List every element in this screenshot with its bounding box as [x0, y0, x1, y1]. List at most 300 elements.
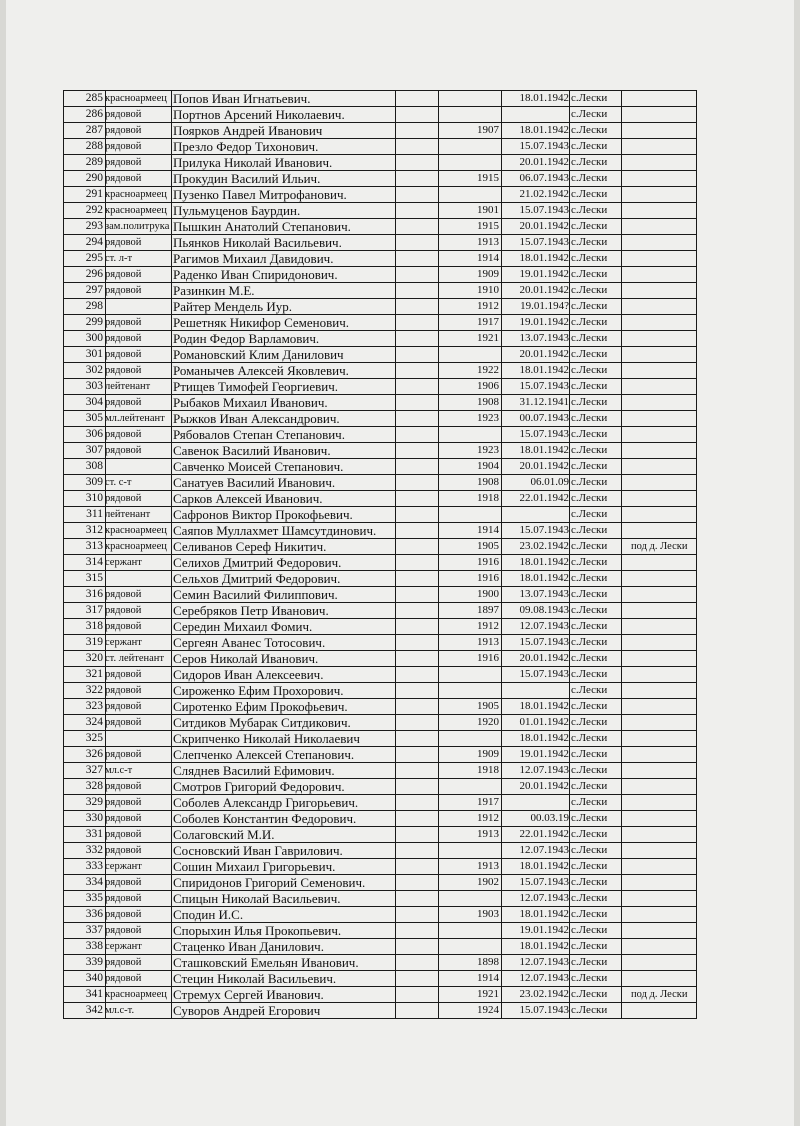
table-row	[63, 234, 697, 250]
record-burial-place: с.Лески	[571, 268, 608, 280]
record-name: Сиротенко Ефим Прокофьевич.	[173, 699, 348, 714]
record-note	[631, 570, 697, 586]
record-birth-year: 1913	[477, 828, 499, 840]
table-row	[63, 970, 697, 986]
record-number: 304	[85, 396, 103, 408]
record-number: 332	[85, 844, 103, 856]
record-burial-place: с.Лески	[571, 780, 608, 792]
record-number: 307	[85, 444, 103, 456]
record-burial-place: с.Лески	[571, 588, 608, 600]
table-row	[63, 474, 697, 490]
record-name: Семин Василий Филиппович.	[173, 587, 338, 602]
record-burial-place: с.Лески	[571, 92, 608, 104]
record-birth-year	[443, 138, 499, 154]
record-name: Ртищев Тимофей Георгиевич.	[173, 379, 338, 394]
record-name: Рябовалов Степан Степанович.	[173, 427, 345, 442]
row-rule	[63, 1018, 697, 1019]
record-rank: рядовой	[105, 781, 142, 792]
record-death-date	[501, 506, 569, 522]
record-number: 327	[85, 764, 103, 776]
record-birth-year: 1905	[477, 700, 499, 712]
record-rank: рядовой	[105, 685, 142, 696]
record-death-date: 18.01.1942	[519, 732, 569, 744]
record-rank: рядовой	[105, 589, 142, 600]
record-death-date: 19.01.1942	[519, 268, 569, 280]
record-burial-place: с.Лески	[571, 796, 608, 808]
record-name: Солаговский М.И.	[173, 827, 275, 842]
record-rank: красноармеец	[105, 525, 167, 536]
record-death-date: 15.07.1943	[519, 428, 569, 440]
record-death-date: 06.07.1943	[519, 172, 569, 184]
record-rank: рядовой	[105, 141, 142, 152]
record-note	[631, 554, 697, 570]
record-name: Родин Федор Варламович.	[173, 331, 320, 346]
table-row	[63, 378, 697, 394]
record-burial-place: с.Лески	[571, 732, 608, 744]
record-note	[631, 474, 697, 490]
record-number: 334	[85, 876, 103, 888]
record-name: Серов Николай Иванович.	[173, 651, 319, 666]
record-note	[631, 186, 697, 202]
record-note	[631, 90, 697, 106]
record-birth-year: 1907	[477, 124, 499, 136]
record-burial-place: с.Лески	[571, 892, 608, 904]
record-rank: зам.политрука	[105, 221, 170, 232]
record-name: Смотров Григорий Федорович.	[173, 779, 345, 794]
record-rank: рядовой	[105, 877, 142, 888]
record-name: Раденко Иван Спиридонович.	[173, 267, 338, 282]
record-note	[631, 778, 697, 794]
table-row	[63, 922, 697, 938]
record-rank: ст. с-т	[105, 477, 132, 488]
record-name: Сельхов Дмитрий Федорович.	[173, 571, 341, 586]
record-death-date	[501, 794, 569, 810]
record-number: 299	[85, 316, 103, 328]
record-burial-place: с.Лески	[571, 908, 608, 920]
record-name: Пульмуценов Баурдин.	[173, 203, 301, 218]
record-birth-year: 1897	[477, 604, 499, 616]
record-burial-place: с.Лески	[571, 988, 608, 1000]
record-birth-year: 1904	[477, 460, 499, 472]
record-name: Презло Федор Тихонович.	[173, 139, 319, 154]
record-death-date: 15.07.1943	[519, 204, 569, 216]
table-row	[63, 186, 697, 202]
table-row	[63, 506, 697, 522]
record-burial-place: с.Лески	[571, 812, 608, 824]
record-note	[631, 490, 697, 506]
record-death-date: 12.07.1943	[519, 764, 569, 776]
record-birth-year	[443, 842, 499, 858]
record-note	[631, 602, 697, 618]
record-birth-year: 1918	[477, 764, 499, 776]
record-birth-year: 1923	[477, 444, 499, 456]
record-number: 310	[85, 492, 103, 504]
record-note	[631, 378, 697, 394]
record-name: Романовский Клим Данилович	[173, 347, 344, 362]
record-number: 286	[85, 108, 103, 120]
record-birth-year	[443, 890, 499, 906]
record-number: 338	[85, 940, 103, 952]
record-burial-place: с.Лески	[571, 204, 608, 216]
record-note	[631, 314, 697, 330]
record-birth-year	[443, 922, 499, 938]
record-name: Санатуев Василий Иванович.	[173, 475, 336, 490]
record-note	[631, 746, 697, 762]
record-rank: красноармеец	[105, 989, 167, 1000]
record-rank: рядовой	[105, 445, 142, 456]
record-birth-year: 1912	[477, 620, 499, 632]
record-burial-place: с.Лески	[571, 684, 608, 696]
record-number: 316	[85, 588, 103, 600]
table-row	[63, 458, 697, 474]
record-burial-place: с.Лески	[571, 364, 608, 376]
record-note	[631, 730, 697, 746]
record-burial-place: с.Лески	[571, 604, 608, 616]
record-name: Сафронов Виктор Прокофьевич.	[173, 507, 353, 522]
record-death-date: 19.01.194?	[520, 300, 569, 312]
record-number: 305	[85, 412, 103, 424]
record-rank: рядовой	[105, 701, 142, 712]
record-note	[631, 954, 697, 970]
record-death-date: 12.07.1943	[519, 972, 569, 984]
record-rank: рядовой	[105, 237, 142, 248]
record-burial-place: с.Лески	[571, 172, 608, 184]
record-burial-place: с.Лески	[571, 492, 608, 504]
record-rank: мл.с-т	[105, 765, 133, 776]
record-birth-year: 1912	[477, 812, 499, 824]
record-birth-year: 1924	[477, 1004, 499, 1016]
record-name: Стаценко Иван Данилович.	[173, 939, 324, 954]
record-death-date: 23.02.1942	[519, 540, 569, 552]
table-row	[63, 346, 697, 362]
record-rank: рядовой	[105, 909, 142, 920]
record-number: 301	[85, 348, 103, 360]
record-name: Поярков Андрей Иванович	[173, 123, 323, 138]
record-rank: рядовой	[105, 173, 142, 184]
record-burial-place: с.Лески	[571, 748, 608, 760]
record-note	[631, 506, 697, 522]
record-note	[631, 426, 697, 442]
record-birth-year	[443, 938, 499, 954]
table-row	[63, 698, 697, 714]
record-rank: красноармеец	[105, 205, 167, 216]
table-row	[63, 362, 697, 378]
table-row	[63, 794, 697, 810]
table-row	[63, 858, 697, 874]
record-number: 329	[85, 796, 103, 808]
record-birth-year: 1901	[477, 204, 499, 216]
record-name: Пышкин Анатолий Степанович.	[173, 219, 351, 234]
page-left-edge	[0, 0, 6, 1126]
record-note	[631, 618, 697, 634]
record-name: Рыжков Иван Александрович.	[173, 411, 340, 426]
table-row	[63, 778, 697, 794]
record-note	[631, 938, 697, 954]
table-row	[63, 826, 697, 842]
record-number: 318	[85, 620, 103, 632]
record-number: 328	[85, 780, 103, 792]
record-number: 288	[85, 140, 103, 152]
record-death-date: 15.07.1943	[519, 236, 569, 248]
record-birth-year: 1918	[477, 492, 499, 504]
table-row	[63, 314, 697, 330]
record-birth-year: 1905	[477, 540, 499, 552]
record-death-date: 09.08.1943	[519, 604, 569, 616]
record-burial-place: с.Лески	[571, 972, 608, 984]
record-name: Решетняк Никифор Семенович.	[173, 315, 350, 330]
record-number: 298	[85, 300, 103, 312]
record-birth-year: 1915	[477, 172, 499, 184]
record-death-date: 00.07.1943	[519, 412, 569, 424]
record-name: Селихов Дмитрий Федорович.	[173, 555, 342, 570]
record-number: 292	[85, 204, 103, 216]
record-rank: рядовой	[105, 925, 142, 936]
record-number: 287	[85, 124, 103, 136]
record-rank: сержант	[105, 861, 142, 872]
record-burial-place: с.Лески	[571, 572, 608, 584]
table-row	[63, 762, 697, 778]
table-row	[63, 906, 697, 922]
record-name: Прокудин Василий Ильич.	[173, 171, 321, 186]
record-name: Сосновский Иван Гаврилович.	[173, 843, 343, 858]
record-burial-place: с.Лески	[571, 140, 608, 152]
record-name: Сидоров Иван Алексеевич.	[173, 667, 324, 682]
record-birth-year: 1898	[477, 956, 499, 968]
record-note	[631, 858, 697, 874]
record-note	[631, 714, 697, 730]
record-number: 294	[85, 236, 103, 248]
record-rank: лейтенант	[105, 381, 151, 392]
record-burial-place: с.Лески	[571, 188, 608, 200]
record-birth-year: 1916	[477, 652, 499, 664]
record-number: 322	[85, 684, 103, 696]
record-burial-place: с.Лески	[571, 252, 608, 264]
record-number: 326	[85, 748, 103, 760]
record-death-date: 12.07.1943	[519, 620, 569, 632]
record-note	[631, 218, 697, 234]
table-row	[63, 266, 697, 282]
record-birth-year: 1917	[477, 316, 499, 328]
record-birth-year: 1913	[477, 236, 499, 248]
record-death-date: 18.01.1942	[519, 940, 569, 952]
record-birth-year: 1912	[477, 300, 499, 312]
record-note	[631, 890, 697, 906]
record-number: 331	[85, 828, 103, 840]
record-number: 308	[85, 460, 103, 472]
record-rank: рядовой	[105, 333, 142, 344]
record-note	[631, 250, 697, 266]
record-rank: сержант	[105, 941, 142, 952]
record-burial-place: с.Лески	[571, 508, 608, 520]
record-birth-year: 1900	[477, 588, 499, 600]
table-row	[63, 570, 697, 586]
table-row	[63, 250, 697, 266]
record-death-date: 18.01.1942	[519, 444, 569, 456]
record-number: 302	[85, 364, 103, 376]
record-burial-place: с.Лески	[571, 844, 608, 856]
record-note	[631, 282, 697, 298]
record-rank: ст. л-т	[105, 253, 133, 264]
record-death-date: 12.07.1943	[519, 892, 569, 904]
record-death-date: 06.01.09	[530, 476, 569, 488]
table-row	[63, 602, 697, 618]
table-row	[63, 810, 697, 826]
record-number: 300	[85, 332, 103, 344]
record-death-date: 18.01.1942	[519, 252, 569, 264]
record-death-date: 19.01.1942	[519, 748, 569, 760]
record-rank: лейтенант	[105, 509, 151, 520]
record-name: Середин Михаил Фомич.	[173, 619, 313, 634]
table-row	[63, 1002, 697, 1018]
record-number: 321	[85, 668, 103, 680]
record-birth-year	[443, 154, 499, 170]
record-number: 336	[85, 908, 103, 920]
record-name: Рагимов Михаил Давидович.	[173, 251, 334, 266]
record-burial-place: с.Лески	[571, 700, 608, 712]
record-number: 320	[85, 652, 103, 664]
record-note	[631, 634, 697, 650]
record-name: Разинкин М.Е.	[173, 283, 255, 298]
record-rank: рядовой	[105, 957, 142, 968]
record-death-date: 20.01.1942	[519, 156, 569, 168]
record-number: 340	[85, 972, 103, 984]
record-number: 325	[85, 732, 103, 744]
record-burial-place: с.Лески	[571, 124, 608, 136]
record-number: 312	[85, 524, 103, 536]
record-birth-year: 1909	[477, 748, 499, 760]
record-name: Спиридонов Григорий Семенович.	[173, 875, 366, 890]
record-burial-place: с.Лески	[571, 332, 608, 344]
record-burial-place: с.Лески	[571, 524, 608, 536]
table-row	[63, 842, 697, 858]
record-birth-year	[443, 90, 499, 106]
record-rank: рядовой	[105, 749, 142, 760]
table-row	[63, 122, 697, 138]
record-rank: рядовой	[105, 285, 142, 296]
record-number: 295	[85, 252, 103, 264]
record-birth-year: 1917	[477, 796, 499, 808]
record-birth-year	[443, 346, 499, 362]
record-rank: рядовой	[105, 845, 142, 856]
page-right-edge	[794, 0, 800, 1126]
record-burial-place: с.Лески	[571, 460, 608, 472]
record-death-date: 01.01.1942	[519, 716, 569, 728]
record-birth-year	[443, 106, 499, 122]
record-note	[631, 458, 697, 474]
table-row	[63, 170, 697, 186]
record-name: Сарков Алексей Иванович.	[173, 491, 323, 506]
record-rank: красноармеец	[105, 189, 167, 200]
record-death-date: 19.01.1942	[519, 924, 569, 936]
record-name: Ситдиков Мубарак Ситдикович.	[173, 715, 351, 730]
record-death-date: 22.01.1942	[519, 492, 569, 504]
record-note	[631, 842, 697, 858]
record-rank: мл.лейтенант	[105, 413, 165, 424]
record-rank: рядовой	[105, 429, 142, 440]
record-birth-year: 1908	[477, 476, 499, 488]
record-number: 309	[85, 476, 103, 488]
table-row	[63, 938, 697, 954]
record-rank: рядовой	[105, 493, 142, 504]
record-number: 289	[85, 156, 103, 168]
record-name: Соболев Александр Григорьевич.	[173, 795, 359, 810]
record-burial-place: с.Лески	[571, 668, 608, 680]
record-burial-place: с.Лески	[571, 540, 608, 552]
record-burial-place: с.Лески	[571, 316, 608, 328]
record-note	[631, 202, 697, 218]
table-row	[63, 714, 697, 730]
table-row	[63, 442, 697, 458]
record-burial-place: с.Лески	[571, 876, 608, 888]
record-rank: рядовой	[105, 157, 142, 168]
table-row	[63, 138, 697, 154]
record-note	[631, 138, 697, 154]
record-name: Савенок Василий Иванович.	[173, 443, 331, 458]
record-note	[631, 394, 697, 410]
record-death-date: 13.07.1943	[519, 332, 569, 344]
record-note	[631, 874, 697, 890]
record-note	[631, 698, 697, 714]
record-rank: рядовой	[105, 365, 142, 376]
record-death-date: 20.01.1942	[519, 220, 569, 232]
record-rank: рядовой	[105, 125, 142, 136]
record-birth-year: 1916	[477, 572, 499, 584]
record-note	[631, 794, 697, 810]
table-row	[63, 154, 697, 170]
record-death-date: 15.07.1943	[519, 524, 569, 536]
table-row	[63, 90, 697, 106]
record-number: 306	[85, 428, 103, 440]
record-name: Спорыхин Илья Прокопьевич.	[173, 923, 342, 938]
record-death-date: 15.07.1943	[519, 380, 569, 392]
record-death-date: 20.01.1942	[519, 284, 569, 296]
record-birth-year	[443, 778, 499, 794]
table-row	[63, 426, 697, 442]
table-row	[63, 106, 697, 122]
record-rank: рядовой	[105, 349, 142, 360]
record-death-date: 12.07.1943	[519, 956, 569, 968]
table-row	[63, 682, 697, 698]
record-rank: рядовой	[105, 893, 142, 904]
record-birth-year	[443, 426, 499, 442]
record-birth-year: 1913	[477, 860, 499, 872]
record-note	[631, 826, 697, 842]
record-birth-year: 1908	[477, 396, 499, 408]
record-number: 341	[85, 988, 103, 1000]
record-birth-year	[443, 666, 499, 682]
record-note	[631, 330, 697, 346]
record-death-date: 13.07.1943	[519, 588, 569, 600]
record-name: Стремух Сергей Иванович.	[173, 987, 324, 1002]
record-death-date: 15.07.1943	[519, 876, 569, 888]
record-death-date: 20.01.1942	[519, 652, 569, 664]
record-name: Сошин Михаил Григорьевич.	[173, 859, 336, 874]
record-burial-place: с.Лески	[571, 220, 608, 232]
record-rank: сержант	[105, 637, 142, 648]
record-birth-year: 1903	[477, 908, 499, 920]
record-note	[631, 410, 697, 426]
table-row	[63, 874, 697, 890]
record-birth-year: 1921	[477, 332, 499, 344]
record-rank: рядовой	[105, 621, 142, 632]
record-rank: рядовой	[105, 669, 142, 680]
record-name: Стецин Николай Васильевич.	[173, 971, 337, 986]
table-row	[63, 490, 697, 506]
record-number: 330	[85, 812, 103, 824]
record-death-date: 22.01.1942	[519, 828, 569, 840]
record-note	[631, 442, 697, 458]
record-number: 324	[85, 716, 103, 728]
